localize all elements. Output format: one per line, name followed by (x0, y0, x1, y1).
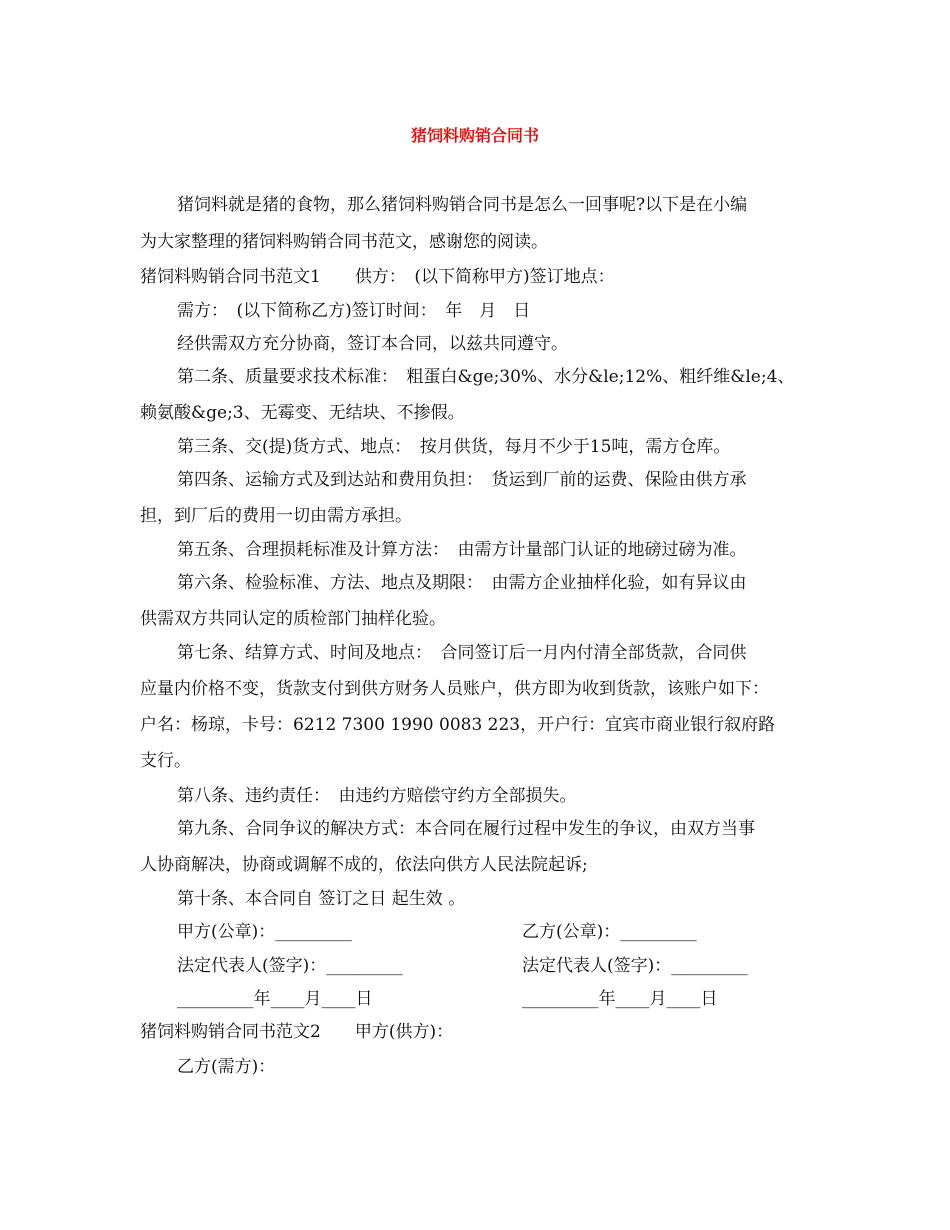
paragraph-line: 第九条、合同争议的解决方式：本合同在履行过程中发生的争议，由双方当事 (177, 819, 755, 839)
paragraph-line: 为大家整理的猪饲料购销合同书范文，感谢您的阅读。 (140, 232, 548, 252)
paragraph-line: 供需双方共同认定的质检部门抽样化验。 (140, 609, 446, 629)
document-title: 猪饲料购销合同书 (410, 126, 539, 145)
party-a-representative: 法定代表人(签字)：_________ (177, 956, 403, 976)
paragraph-line: 猪饲料购销合同书范文1 供方： (以下简称甲方)签订地点： (140, 267, 615, 287)
paragraph-line: 第二条、质量要求技术标准： 粗蛋白&ge;30%、水分&le;12%、粗纤维&le;4、 (177, 367, 795, 387)
paragraph-line: 第八条、违约责任： 由违约方赔偿守约方全部损失。 (177, 786, 577, 806)
paragraph-line: 应量内价格不变，货款支付到供方财务人员账户，供方即为收到货款，该账户如下： (140, 679, 769, 699)
sample-2-heading: 猪饲料购销合同书范文2 甲方(供方)： (140, 1022, 454, 1042)
paragraph-line: 需方： (以下简称乙方)签订时间： 年 月 日 (177, 301, 531, 321)
party-b-seal: 乙方(公章)：_________ (522, 922, 697, 942)
paragraph-line: 担，到厂后的费用一切由需方承担。 (140, 506, 412, 526)
paragraph-line: 赖氨酸&ge;3、无霉变、无结块、不掺假。 (140, 403, 465, 423)
paragraph-line: 第六条、检验标准、方法、地点及期限： 由需方企业抽样化验，如有异议由 (177, 573, 747, 593)
paragraph-line: 第四条、运输方式及到达站和费用负担： 货运到厂前的运费、保险由供方承 (177, 470, 747, 490)
paragraph-line: 户名：杨琼，卡号：6212 7300 1990 0083 223，开户行：宜宾市商业银行叙府路 (140, 715, 776, 735)
paragraph-line: 人协商解决，协商或调解不成的，依法向供方人民法院起诉; (140, 855, 588, 875)
paragraph-line: 猪饲料就是猪的食物，那么猪饲料购销合同书是怎么一回事呢?以下是在小编 (177, 195, 748, 215)
paragraph-line: 经供需双方充分协商，签订本合同，以兹共同遵守。 (177, 334, 568, 354)
paragraph-line: 第七条、结算方式、时间及地点： 合同签订后一月内付清全部货款，合同供 (177, 643, 747, 663)
party-a-seal: 甲方(公章)：_________ (177, 922, 352, 942)
paragraph-line: 第十条、本合同自 签订之日 起生效 。 (177, 889, 466, 909)
paragraph-line: 第五条、合理损耗标准及计算方法： 由需方计量部门认证的地磅过磅为准。 (177, 540, 747, 560)
paragraph-line: 支行。 (140, 751, 191, 771)
party-b-representative: 法定代表人(签字)：_________ (522, 956, 748, 976)
paragraph-line: 第三条、交(提)货方式、地点： 按月供货，每月不少于15吨，需方仓库。 (177, 437, 731, 457)
party-a-date: _________年____月____日 (177, 989, 373, 1009)
party-b-date: _________年____月____日 (522, 989, 718, 1009)
party-b-line: 乙方(需方)： (177, 1057, 276, 1077)
